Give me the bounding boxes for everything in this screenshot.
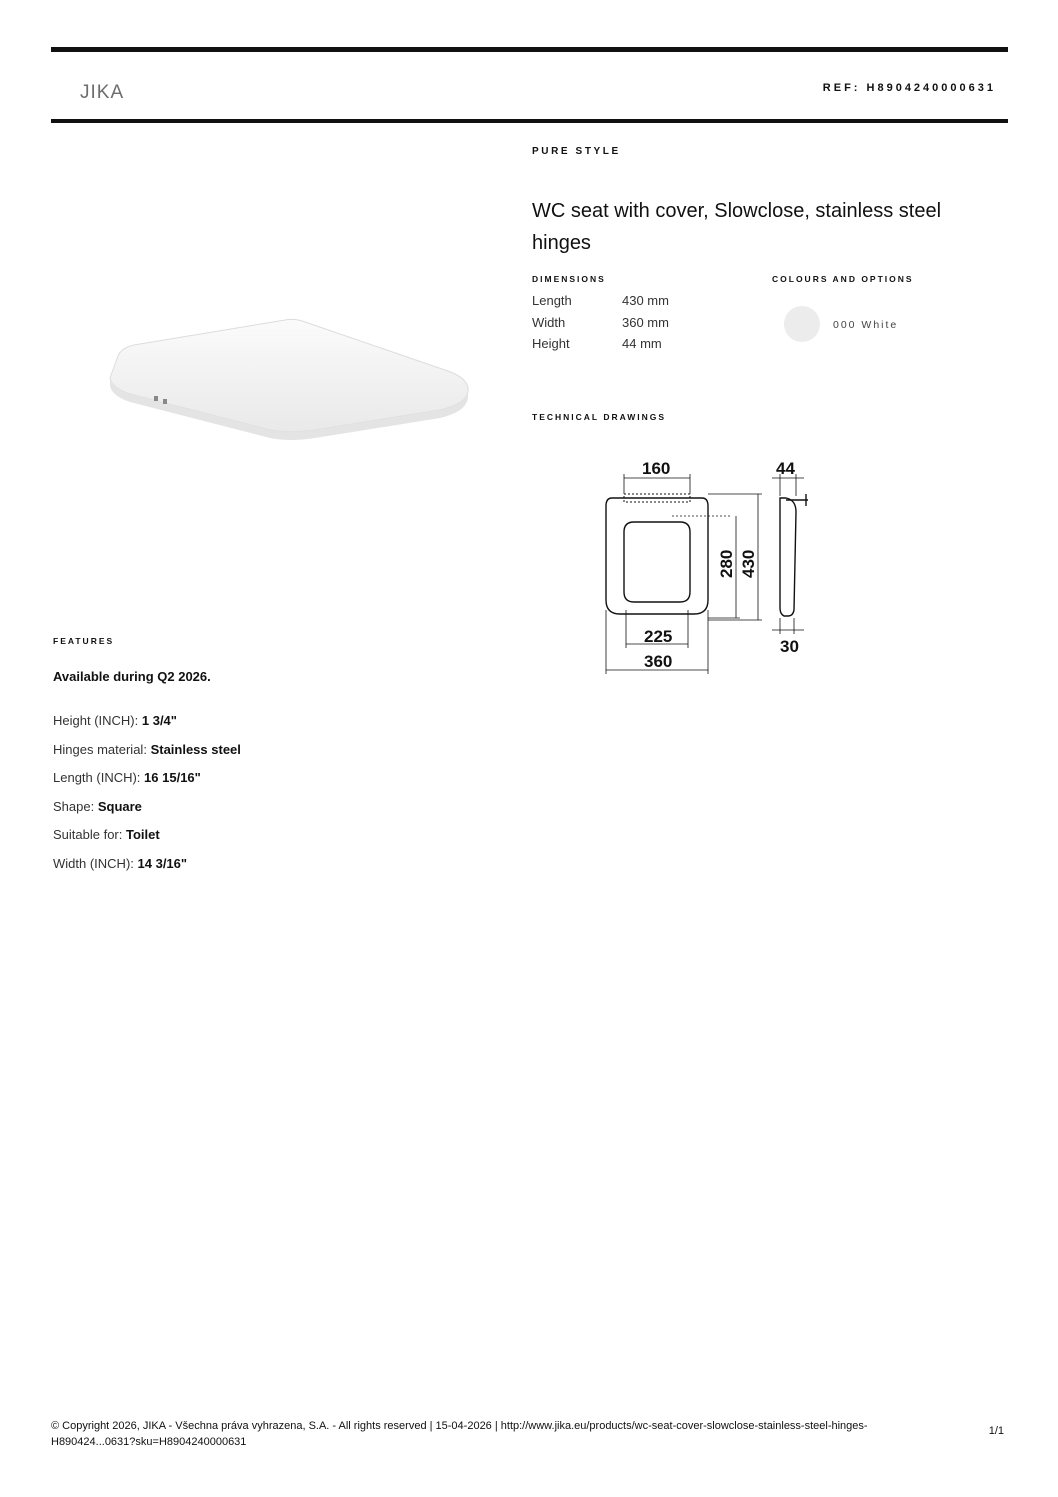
top-rule <box>51 47 1008 52</box>
feature-item <box>53 793 241 822</box>
feature-value: 14 3/16" <box>137 855 188 871</box>
dim-label-430: 430 <box>739 549 758 578</box>
feature-key: Length (INCH): <box>53 770 141 786</box>
jika-logo <box>80 80 142 102</box>
features-list <box>53 707 241 879</box>
dimension-value: 44 mm <box>622 336 662 351</box>
dim-label-30: 30 <box>780 637 799 656</box>
colour-option-label: 000 White <box>833 319 899 331</box>
feature-item <box>53 821 241 850</box>
logo-text: JIKA <box>80 82 125 102</box>
dimension-key: Length <box>532 293 572 308</box>
feature-item <box>53 707 241 736</box>
colour-swatch[interactable] <box>784 306 820 342</box>
dimension-key: Height <box>532 336 570 351</box>
dimension-value: 360 mm <box>622 314 669 330</box>
technical-drawing <box>590 450 830 680</box>
colours-label: COLOURS AND OPTIONS <box>772 274 914 284</box>
technical-drawings-label: TECHNICAL DRAWINGS <box>532 412 667 422</box>
feature-item <box>53 850 241 879</box>
dim-label-44: 44 <box>776 459 795 478</box>
product-image <box>100 300 480 450</box>
feature-value: Stainless steel <box>150 741 241 757</box>
dimension-row <box>532 312 669 334</box>
header-rule <box>51 119 1008 123</box>
dimensions-table <box>532 290 669 355</box>
product-title: WC seat with cover, Slowclose, stainless steel hinges <box>532 200 942 255</box>
product-ref: REF: H8904240000631 <box>822 82 996 94</box>
feature-value: 1 3/4" <box>141 713 177 728</box>
feature-key: Width (INCH): <box>53 855 134 871</box>
feature-key: Suitable for: <box>53 827 123 843</box>
feature-key: Hinges material: <box>53 741 147 757</box>
dimension-key: Width <box>532 314 566 330</box>
page-number: 1/1 <box>988 1425 1004 1437</box>
dimensions-label: DIMENSIONS <box>532 274 606 284</box>
feature-value: Square <box>97 798 142 814</box>
dimension-row <box>532 333 669 355</box>
feature-item <box>53 736 241 765</box>
features-label: FEATURES <box>53 636 115 646</box>
dimension-row <box>532 290 669 312</box>
feature-item <box>53 764 241 793</box>
series-name: PURE STYLE <box>532 146 621 157</box>
dim-label-225: 225 <box>644 627 673 646</box>
availability-note: Available during Q2 2026. <box>53 669 211 684</box>
feature-value: 16 15/16" <box>144 770 201 786</box>
feature-key: Shape: <box>53 798 95 814</box>
dim-label-160: 160 <box>642 459 671 478</box>
feature-key: Height (INCH): <box>53 713 139 728</box>
feature-value: Toilet <box>126 827 160 843</box>
dimension-value: 430 mm <box>622 293 669 308</box>
footer-copyright: © Copyright 2026, JIKA - Všechna práva vyhrazena, S.A. - All rights reserved | 15-04-2026 | http://www.jika.eu/products/wc-seat-cover-slowclose-stainless-steel-hinges-H890424...0631?sku=H8904240000631 <box>51 1420 868 1448</box>
dim-label-280: 280 <box>717 549 736 578</box>
dim-label-360: 360 <box>644 652 673 671</box>
